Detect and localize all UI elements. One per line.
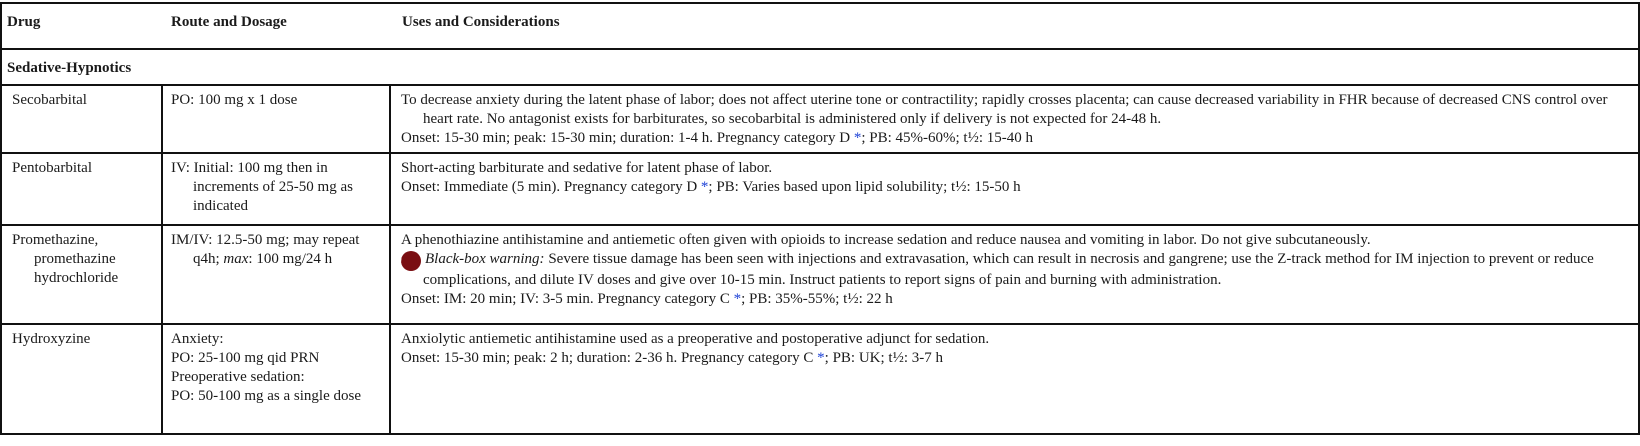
- route-line: PO: 50-100 mg as a single dose: [171, 388, 361, 404]
- pregnancy-footnote-link[interactable]: *: [817, 350, 825, 366]
- warning-text: Severe tissue damage has been seen with injections and extravasation, which can result in necrosis and gangrene; use the Z-track method for IM injection to prevent or reduce complications, and dilute IV doses and give over 10-15 min. Instruct patients to report signs of pain and burning with administration.: [423, 251, 1594, 288]
- route-line: PO: 25-100 mg qid PRN: [171, 350, 320, 366]
- drug-cell: [1, 324, 162, 434]
- route-line: Preoperative sedation:: [171, 369, 305, 385]
- pregnancy-footnote-link[interactable]: *: [733, 291, 742, 307]
- onset-line: [401, 178, 1638, 197]
- column-header-drug: Drug: [1, 3, 162, 49]
- black-box-warning: [396, 250, 1638, 290]
- drug-name: Hydroxyzine: [12, 331, 91, 347]
- drug-cell: [1, 85, 162, 153]
- table-row: [1, 324, 1639, 434]
- uses-cell: [390, 85, 1639, 153]
- header-row: [1, 3, 1639, 49]
- route-line: PO: 100 mg x 1 dose: [171, 92, 298, 108]
- route-max-label: max: [223, 251, 249, 267]
- drug-name: Pentobarbital: [12, 160, 92, 176]
- uses-text: To decrease anxiety during the latent phase of labor; does not affect uterine tone or contractility; rapidly crosses placenta; can cause decreased variability in FHR because of decreased CNS control over heart rate. No antagonist exists for barbiturates, so secobarbital is administered only if delivery is not expected for 24-48 h.: [401, 92, 1608, 127]
- exclamation-alert-icon: !: [401, 251, 421, 271]
- uses-cell: [390, 324, 1639, 434]
- route-line: [171, 231, 389, 269]
- pk-text: ; PB: 35%-55%; t½: 22 h: [741, 291, 893, 307]
- onset-text: Onset: 15-30 min; peak: 15-30 min; duration: 1-4 h. Pregnancy category D: [401, 130, 854, 146]
- pregnancy-footnote-link[interactable]: *: [700, 179, 709, 195]
- uses-text: A phenothiazine antihistamine and antiemetic often given with opioids to increase sedation and reduce nausea and vomiting in labor. Do not give subcutaneously.: [401, 232, 1371, 248]
- route-text: IM/IV: 12.5-50 mg; may repeat q4h;: [171, 232, 360, 267]
- table-row: [1, 85, 1639, 153]
- route-line: IV: Initial: 100 mg then in increments of 25-50 mg as indicated: [171, 160, 353, 214]
- drug-cell: [1, 225, 162, 324]
- group-title: Sedative-Hypnotics: [1, 49, 1639, 85]
- column-header-uses: Uses and Considerations: [390, 3, 1639, 49]
- pk-text: ; PB: UK; t½: 3-7 h: [824, 350, 944, 366]
- route-line: Anxiety:: [171, 331, 224, 347]
- drug-name: Secobarbital: [12, 92, 87, 108]
- onset-text: Onset: IM: 20 min; IV: 3-5 min. Pregnancy category C: [401, 291, 734, 307]
- pk-text: ; PB: 45%-60%; t½: 15-40 h: [861, 130, 1033, 146]
- route-text-max: : 100 mg/24 h: [248, 251, 333, 267]
- onset-line: [401, 290, 1638, 309]
- drug-name: Promethazine, promethazine hydrochloride: [12, 232, 119, 286]
- route-cell: [162, 225, 390, 324]
- drug-table: [0, 2, 1640, 435]
- pregnancy-footnote-link[interactable]: *: [853, 130, 862, 146]
- group-row: [1, 49, 1639, 85]
- uses-text: Short-acting barbiturate and sedative for latent phase of labor.: [401, 160, 773, 176]
- warning-label: Black-box warning:: [425, 251, 545, 267]
- uses-text: Anxiolytic antiemetic antihistamine used as a preoperative and postoperative adjunct for sedation.: [401, 331, 990, 347]
- route-cell: [162, 324, 390, 434]
- onset-line: [401, 129, 1638, 148]
- column-header-route: Route and Dosage: [162, 3, 390, 49]
- onset-text: Onset: Immediate (5 min). Pregnancy category D: [401, 179, 701, 195]
- pk-text: ; PB: Varies based upon lipid solubility; t½: 15-50 h: [708, 179, 1021, 195]
- table-row: [1, 225, 1639, 324]
- uses-cell: [390, 225, 1639, 324]
- uses-cell: [390, 153, 1639, 225]
- onset-text: Onset: 15-30 min; peak: 2 h; duration: 2-36 h. Pregnancy category C: [401, 350, 818, 366]
- onset-line: [401, 349, 1638, 368]
- route-cell: [162, 153, 390, 225]
- drug-cell: [1, 153, 162, 225]
- route-cell: [162, 85, 390, 153]
- table-row: [1, 153, 1639, 225]
